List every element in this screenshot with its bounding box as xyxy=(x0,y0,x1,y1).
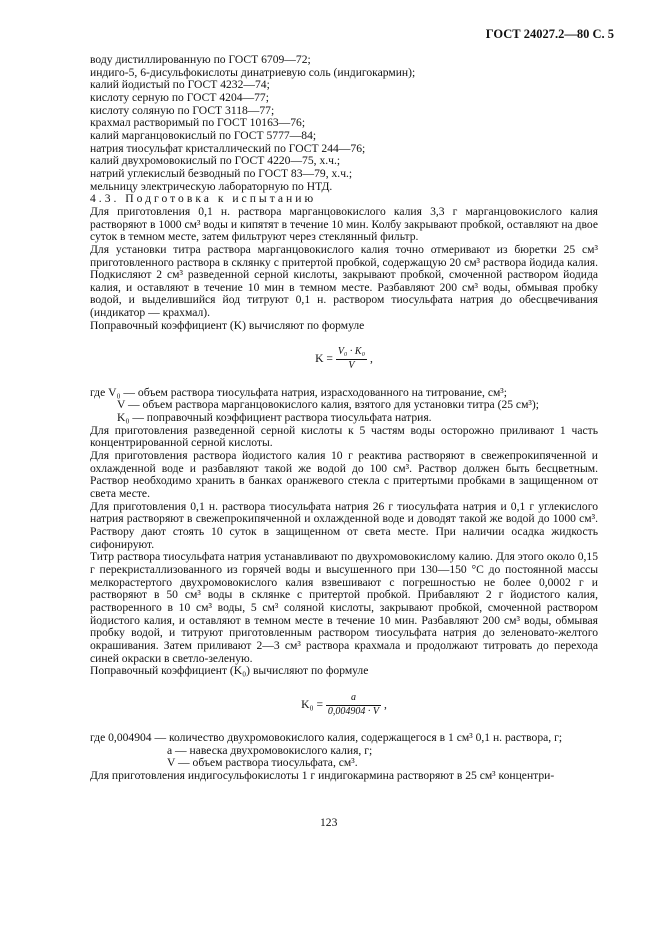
where-item: a — навеска двухромовокислого калия, г; xyxy=(167,743,373,757)
section-heading: 4.3. Подготовка к испытанию xyxy=(90,192,317,206)
formula-k xyxy=(90,346,598,372)
list-item: натрия тиосульфат кристаллический по ГОСТ 244—76; xyxy=(90,141,366,155)
paragraph: Для приготовления индигосульфокислоты 1 г индигокармина растворяют в 25 см³ концентри- xyxy=(90,769,555,783)
list-item: калий марганцовокислый по ГОСТ 5777—84; xyxy=(90,128,317,142)
formula-denominator: V xyxy=(348,360,355,372)
where-item: где 0,004904 — количество двухромовокислого калия, содержащегося в 1 см³ 0,1 н. раствора, г; xyxy=(90,731,563,745)
where-item: V — объем раствора тиосульфата, см³. xyxy=(167,756,358,770)
list-item: кислоту серную по ГОСТ 4204—77; xyxy=(90,90,269,104)
list-item: натрий углекислый безводный по ГОСТ 83—79, х.ч.; xyxy=(90,166,353,180)
paragraph: Для установки титра раствора марганцовокислого калия точно отмеривают из бюретки 25 см³ приготовленного раствора в склянку с притертой пробкой, содержащую 20 см³ раствора йодида калия. Подкисляют 2 см³ разведенной серной кислоты, закрывают пробкой, смоченной раствором йодида калия, и оставляют в течение 10 мин в темном месте. Разбавляют 200 см³ воды, обмывая пробку водой, и выделившийся йод титруют 0,1 н. раствором тиосульфата натрия до обесцвечивания (индикатор — крахмал). xyxy=(90,242,598,320)
list-item: калий двухромовокислый по ГОСТ 4220—75, х.ч.; xyxy=(90,154,341,168)
where-item: K₀ — поправочный коэффициент раствора тиосульфата натрия. xyxy=(117,411,432,425)
paragraph: Поправочный коэффициент (K₀) вычисляют по формуле xyxy=(90,664,369,678)
document-body xyxy=(90,54,598,783)
list-item: крахмал растворимый по ГОСТ 10163—76; xyxy=(90,116,306,130)
list-item: индиго-5, 6-дисульфокислоты динатриевую соль (индигокармин); xyxy=(90,65,416,79)
formula-tail: , xyxy=(369,352,373,366)
paragraph: Титр раствора тиосульфата натрия устанавливают по двухромовокислому калию. Для этого около 0,15 г перекристаллизованного из горячей воды и высушенного при 130—150 °С до постоянной массы мелкорастертого двухромовокислого калия взвешивают с погрешностью не более 0,0002 г и растворяют в 50 см³ воды в склянке с притертой пробкой. Прибавляют 2 г йодистого калия, растворенного в 10 см³ воды, 5 см³ соляной кислоты, закрывают пробкой, смоченной раствором йодистого калия, и оставляют в темном месте в течение 10 мин. Разбавляют 200 см³ воды, обмывая пробку водой, и титруют приготовленным раствором тиосульфата натрия до зеленовато-желтого окрашивания. Затем приливают 2—3 см³ раствора крахмала и продолжают титровать до перехода синей окраски в светло-зеленую. xyxy=(90,550,598,665)
paragraph: Для приготовления 0,1 н. раствора марганцовокислого калия 3,3 г марганцовокислого калия растворяют в 1000 см³ воды и кипятят в течение 10 мин. Колбу закрывают пробкой, оставляют на двое суток в темном месте, затем фильтруют через стеклянный фильтр. xyxy=(90,204,598,244)
list-item: калий йодистый по ГОСТ 4232—74; xyxy=(90,78,270,92)
formula-denominator: 0,004904 · V xyxy=(327,705,380,717)
formula-numerator: V₀ · K₀ xyxy=(336,346,367,360)
where-list xyxy=(90,387,598,425)
formula-k0 xyxy=(90,692,598,718)
page-header: ГОСТ 24027.2—80 С. 5 xyxy=(485,27,614,41)
reagent-list xyxy=(90,54,598,193)
formula-fraction xyxy=(326,692,381,718)
formula-tail: , xyxy=(383,697,387,711)
list-item: мельницу электрическую лабораторную по НТД. xyxy=(90,179,333,193)
formula-fraction xyxy=(336,346,367,372)
formula-lhs: K₀ = xyxy=(301,697,324,711)
paragraph: Для приготовления раствора йодистого калия 10 г реактива растворяют в свежепрокипяченной и охлажденной воде и разбавляют такой же водой до 100 см³. Раствор должен быть бесцветным. Раствор необходимо хранить в банках оранжевого стекла с притертыми пробками в защищенном от света месте. xyxy=(90,449,598,500)
list-item: воду дистиллированную по ГОСТ 6709—72; xyxy=(90,53,311,66)
list-item: кислоту соляную по ГОСТ 3118—77; xyxy=(90,103,275,117)
formula-lhs: K = xyxy=(315,352,333,366)
paragraph: Поправочный коэффициент (K) вычисляют по формуле xyxy=(90,318,365,332)
page-number: 123 xyxy=(320,816,338,829)
where-list xyxy=(90,732,598,770)
paragraph: Для приготовления 0,1 н. раствора тиосульфата натрия 26 г тиосульфата натрия и 0,1 г углекислого натрия растворяют в свежепрокипяченной и охлажденной воде и доводят такой же водой до 1000 см³. Раствору дают стоять 10 суток в защищенном от света месте. При наличии осадка жидкость сифонируют. xyxy=(90,499,598,551)
where-item: где V₀ — объем раствора тиосульфата натрия, израсходованного на титрование, см³; xyxy=(90,385,507,399)
where-item: V — объем раствора марганцовокислого калия, взятого для установки титра (25 см³); xyxy=(117,398,539,412)
paragraph: Для приготовления разведенной серной кислоты к 5 частям воды осторожно приливают 1 часть концентрированной серной кислоты. xyxy=(90,423,598,450)
formula-numerator: a xyxy=(326,692,381,706)
